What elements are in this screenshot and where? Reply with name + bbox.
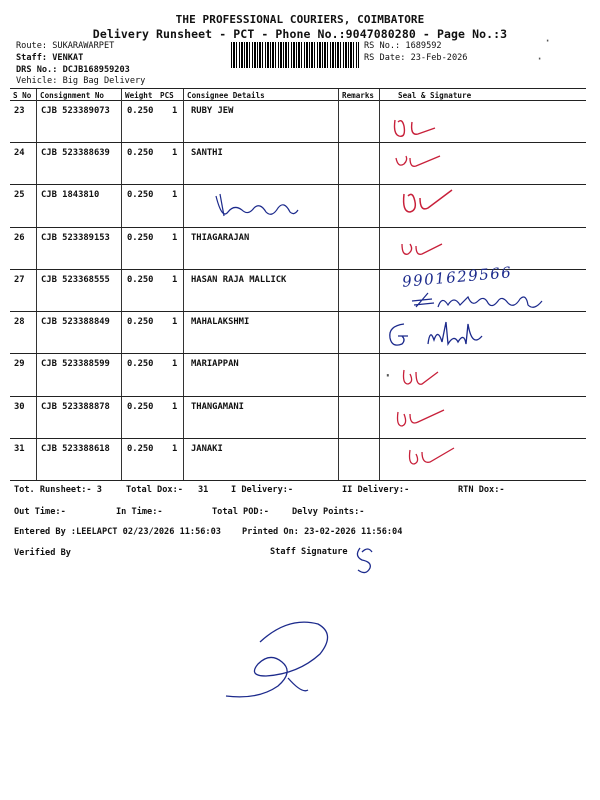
row-weight: 0.250 — [127, 275, 154, 285]
table-bottom-rule — [10, 480, 586, 481]
row-consignment: CJB 523389153 — [41, 233, 110, 243]
row-consignment: CJB 523388618 — [41, 444, 110, 454]
row-rule — [10, 353, 586, 354]
row-sno: 27 — [14, 275, 25, 285]
rtn-dox: RTN Dox:- — [458, 485, 505, 495]
handwritten-signature-row-31 — [404, 444, 460, 468]
row-consignee: SANTHI — [191, 148, 223, 158]
row-pcs: 1 — [172, 275, 178, 285]
row-pcs: 1 — [172, 402, 178, 412]
handwritten-consignee-name-row-25 — [212, 190, 302, 224]
col-divider — [36, 89, 37, 480]
route: Route: SUKARAWARPET — [16, 41, 115, 51]
row-weight: 0.250 — [127, 317, 154, 327]
tot-runsheet: Tot. Runsheet:- 3 — [14, 485, 102, 495]
row-sno: 31 — [14, 444, 25, 454]
col-seal-signature: Seal & Signature — [398, 91, 472, 100]
row-consignee: JANAKI — [191, 444, 223, 454]
runsheet-title: Delivery Runsheet - PCT - Phone No.:9047080280 - Page No.:3 — [92, 27, 508, 41]
out-time: Out Time:- — [14, 507, 66, 517]
row-rule — [10, 396, 586, 397]
row-sno: 29 — [14, 359, 25, 369]
col-consignment: Consignment No — [40, 91, 105, 100]
vehicle: Vehicle: Big Bag Delivery — [16, 76, 146, 86]
row-consignee: MAHALAKSHMI — [191, 317, 250, 327]
handwritten-signature-row-25 — [398, 186, 458, 220]
row-rule — [10, 184, 586, 185]
row-weight: 0.250 — [127, 148, 154, 158]
row-consignment: CJB 523388639 — [41, 148, 110, 158]
entered-by: Entered By :LEELAPCT 02/23/2026 11:56:03 — [14, 527, 221, 537]
table-top-rule — [10, 88, 586, 89]
total-dox-label: Total Dox:- — [126, 485, 183, 495]
row-consignee: RUBY JEW — [191, 106, 234, 116]
row-weight: 0.250 — [127, 402, 154, 412]
row-pcs: 1 — [172, 317, 178, 327]
row-consignee: THANGAMANI — [191, 402, 244, 412]
verified-by: Verified By — [14, 548, 71, 558]
rs-date: RS Date: 23-Feb-2026 — [364, 53, 468, 63]
col-pcs: PCS — [160, 91, 174, 100]
row-pcs: 1 — [172, 233, 178, 243]
col-divider — [379, 89, 380, 480]
row-consignment: CJB 1843810 — [41, 190, 100, 200]
row-pcs: 1 — [172, 444, 178, 454]
in-time: In Time:- — [116, 507, 163, 517]
staff-name: Staff: VENKAT — [16, 53, 84, 63]
i-delivery: I Delivery:- — [231, 485, 294, 495]
row-rule — [10, 438, 586, 439]
pen-dot: · — [383, 366, 393, 385]
rs-number: RS No.: 1689592 — [364, 41, 442, 51]
row-pcs: 1 — [172, 148, 178, 158]
delvy-points: Delvy Points:- — [292, 507, 365, 517]
scan-mark: · — [536, 52, 544, 66]
col-divider — [183, 89, 184, 480]
row-rule — [10, 142, 586, 143]
handwritten-signature-row-24 — [392, 150, 447, 174]
col-divider — [121, 89, 122, 480]
row-sno: 28 — [14, 317, 25, 327]
handwritten-phone-row-27: 9901629566 — [401, 263, 514, 291]
staff-signature-label: Staff Signature — [270, 547, 348, 557]
row-weight: 0.250 — [127, 233, 154, 243]
row-sno: 26 — [14, 233, 25, 243]
col-consignee: Consignee Details — [187, 91, 265, 100]
row-sno: 23 — [14, 106, 25, 116]
col-remarks: Remarks — [342, 91, 375, 100]
row-sno: 24 — [14, 148, 25, 158]
large-signature — [218, 612, 338, 704]
row-pcs: 1 — [172, 190, 178, 200]
scan-mark: · — [544, 34, 552, 48]
handwritten-signature-row-29 — [398, 364, 448, 390]
row-pcs: 1 — [172, 359, 178, 369]
col-sno: S No — [13, 91, 32, 100]
drs-number: DRS No.: DCJB168959203 — [16, 65, 130, 75]
row-consignment: CJB 523368555 — [41, 275, 110, 285]
handwritten-signature-row-28 — [384, 318, 504, 352]
barcode — [231, 42, 359, 68]
printed-on: Printed On: 23-02-2026 11:56:04 — [242, 527, 403, 537]
handwritten-signature-row-27 — [410, 287, 560, 317]
row-weight: 0.250 — [127, 106, 154, 116]
company-name: THE PROFESSIONAL COURIERS, COIMBATORE — [175, 13, 425, 26]
handwritten-signature-row-23 — [390, 112, 450, 142]
row-sno: 30 — [14, 402, 25, 412]
ii-delivery: II Delivery:- — [342, 485, 410, 495]
staff-signature-mark — [352, 542, 382, 578]
row-pcs: 1 — [172, 106, 178, 116]
row-weight: 0.250 — [127, 190, 154, 200]
row-weight: 0.250 — [127, 444, 154, 454]
row-sno: 25 — [14, 190, 25, 200]
row-rule — [10, 227, 586, 228]
col-divider — [338, 89, 339, 480]
row-consignee: THIAGARAJAN — [191, 233, 250, 243]
table-header-rule — [10, 100, 586, 101]
row-consignment: CJB 523389073 — [41, 106, 110, 116]
col-weight: Weight — [125, 91, 153, 100]
handwritten-signature-row-26 — [398, 236, 448, 260]
handwritten-signature-row-30 — [392, 404, 452, 430]
row-weight: 0.250 — [127, 359, 154, 369]
total-dox-value: 31 — [198, 485, 209, 495]
row-consignment: CJB 523388599 — [41, 359, 110, 369]
total-pod: Total POD:- — [212, 507, 269, 517]
row-consignment: CJB 523388849 — [41, 317, 110, 327]
row-consignee: MARIAPPAN — [191, 359, 239, 369]
row-consignment: CJB 523388878 — [41, 402, 110, 412]
row-consignee: HASAN RAJA MALLICK — [191, 275, 287, 285]
